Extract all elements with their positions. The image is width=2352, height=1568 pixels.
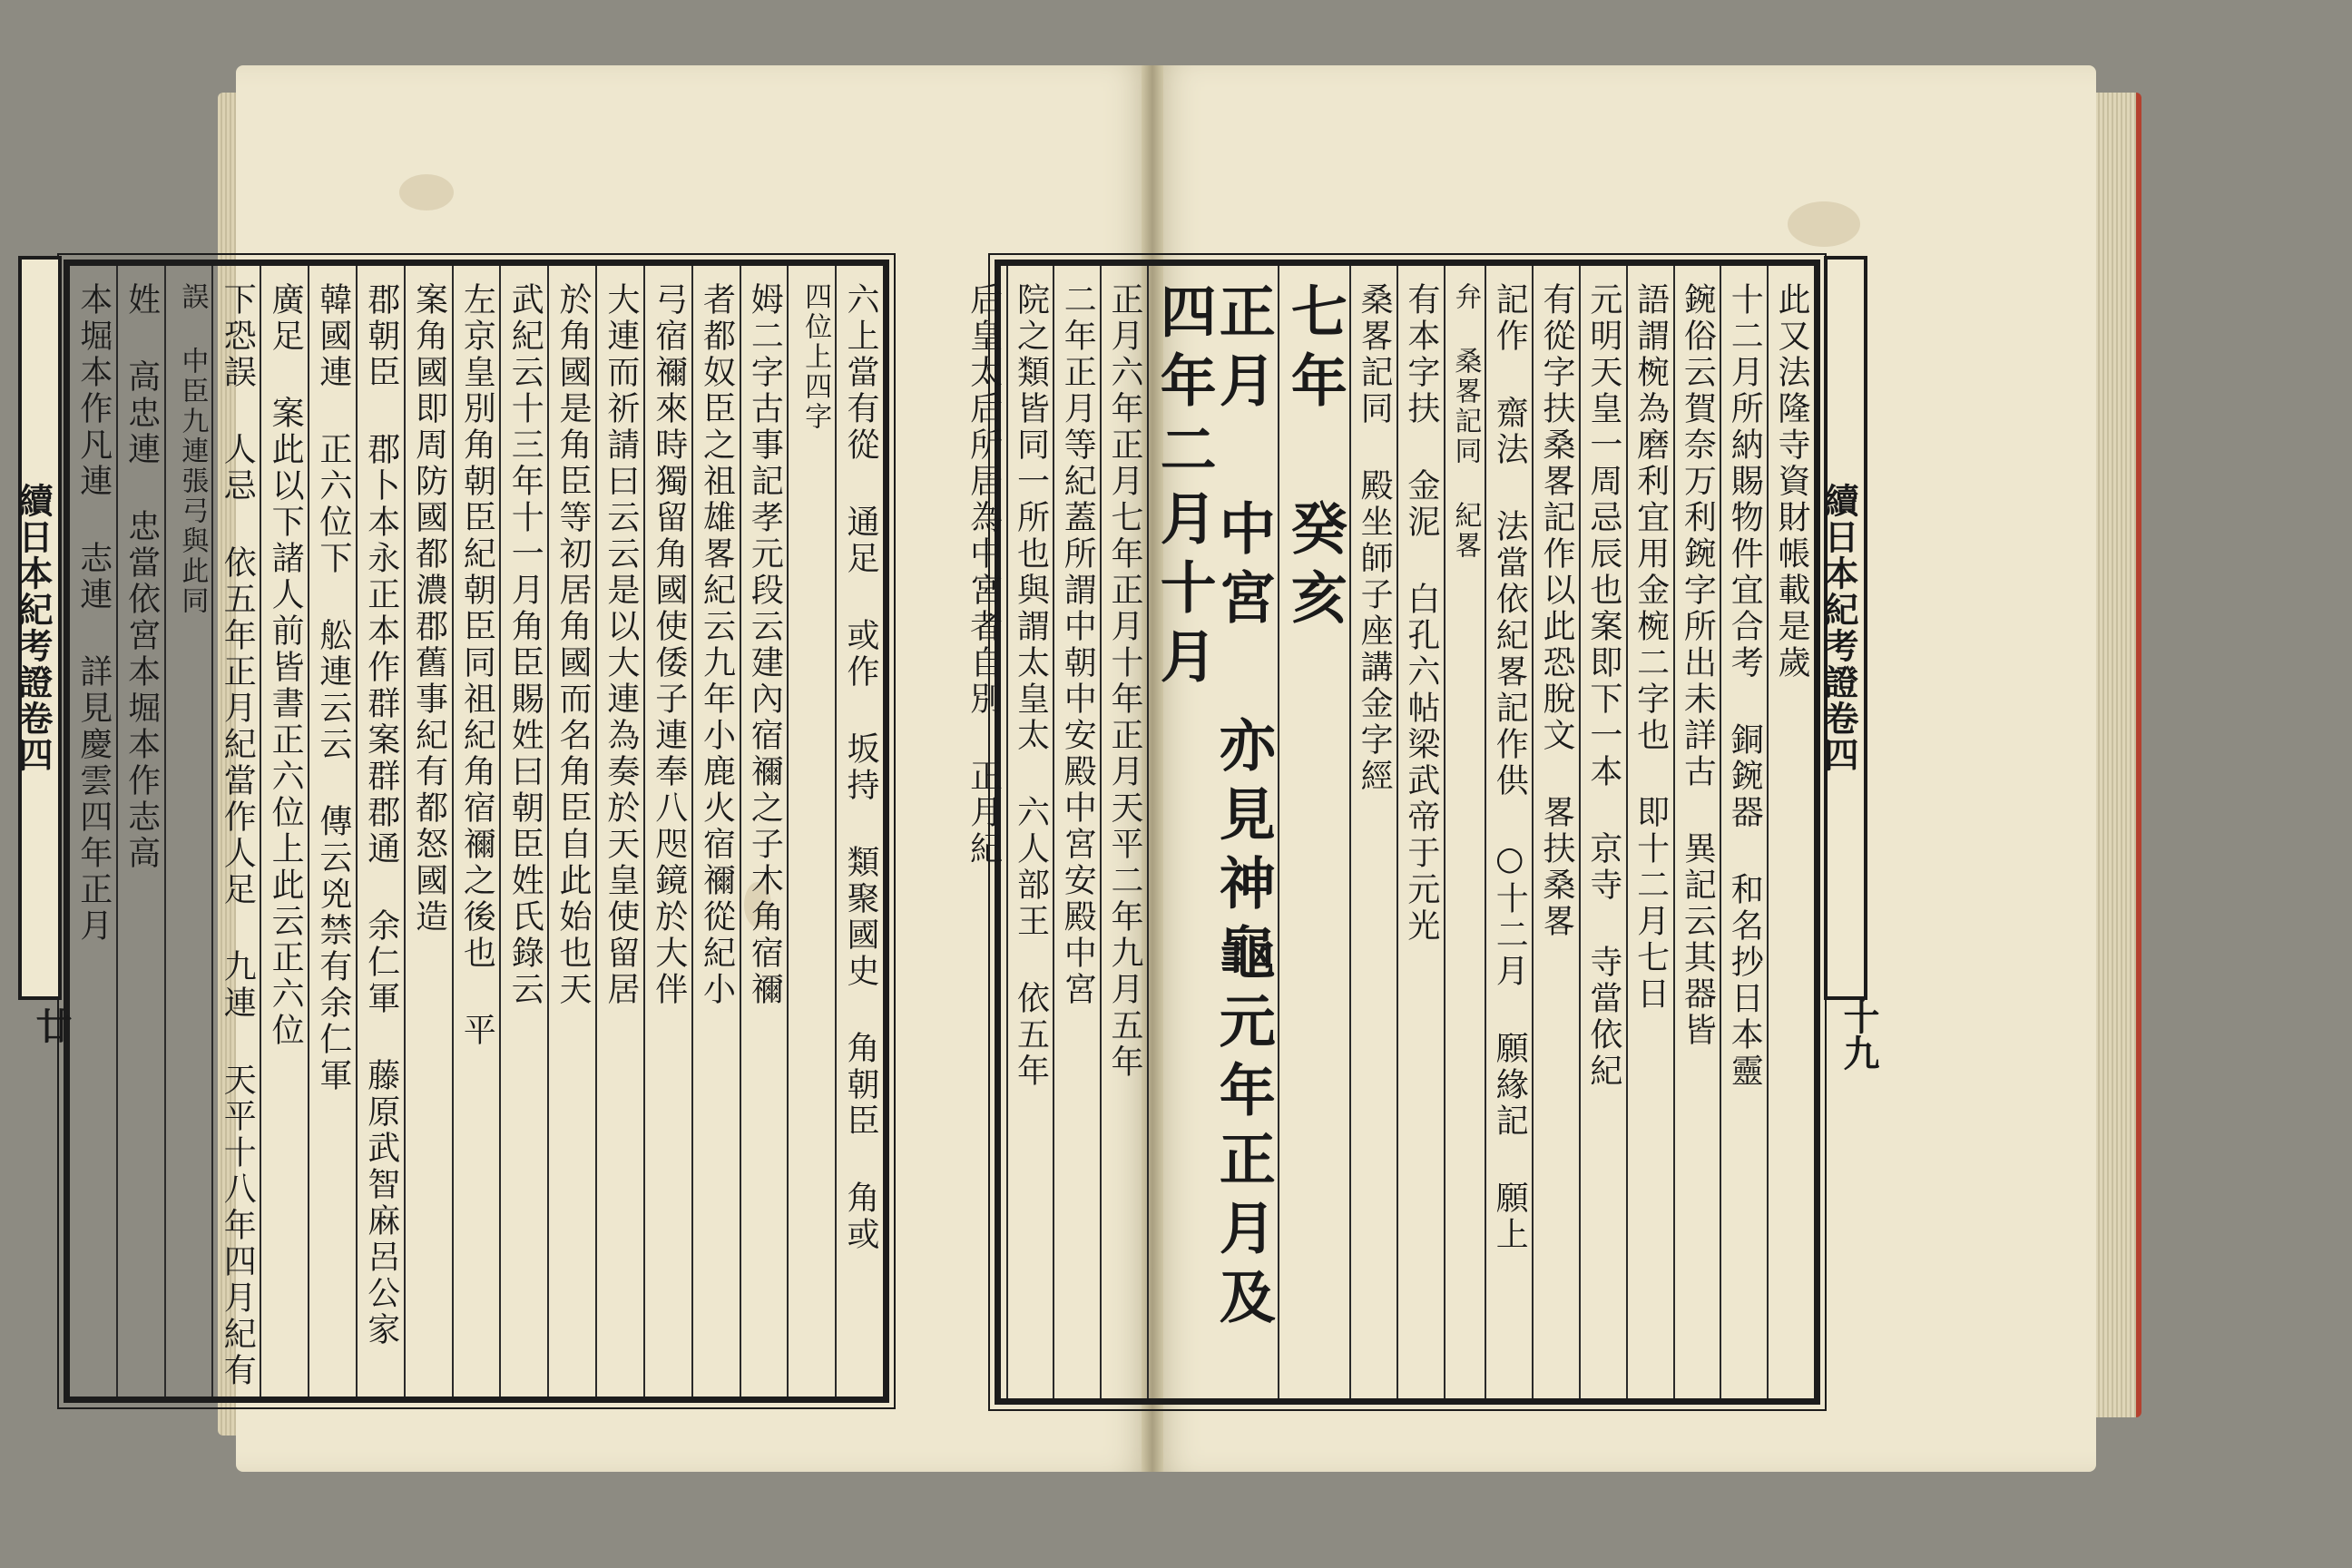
paper-stain <box>1788 201 1860 247</box>
text-column: 后皇太后所居為中宮者自別 正月紀 <box>965 282 1003 867</box>
text-column: 本堀本作凡連 志連 詳見慶雲四年正月 <box>74 282 113 945</box>
text-column: 弁 桑畧記同 紀畧 <box>1444 266 1485 1398</box>
left-text-block <box>64 260 889 1403</box>
text-column: 語謂椀為磨利宜用金椀二字也 即十二月七日 <box>1626 266 1673 1398</box>
text-column: 於角國是角臣等初居角國而名角臣自此始也天 <box>547 266 595 1396</box>
text-column: 院之類皆同一所也與謂太皇太 六人部王 依五年 <box>1006 266 1054 1398</box>
text-column: 二年正月等紀蓋所謂中朝中安殿中宮安殿中宮 <box>1053 266 1100 1398</box>
text-column: 七年 癸亥 <box>1278 266 1349 1398</box>
text-column: 誤 中臣九連張弓與此同 <box>164 266 212 1396</box>
text-column: 者都奴臣之祖雄畧紀云九年小鹿火宿禰從紀小 <box>691 266 740 1396</box>
text-column: 韓國連 正六位下 舩連云云 傳云兇禁有余仁軍 <box>308 266 356 1396</box>
text-column: 記作 齋法 法當依紀畧記作供 ○十二月 願緣記 願上 <box>1485 266 1532 1398</box>
text-column: 鋺俗云賀奈万利鋺字所出未詳古 異記云其器皆 <box>1673 266 1720 1398</box>
text-column: 此又法隆寺資財帳載是歲 <box>1767 266 1814 1398</box>
text-column: 四位上四字 <box>787 266 835 1396</box>
text-column: 廣足 案此以下諸人前皆書正六位上此云正六位 <box>260 266 308 1396</box>
text-column: 姆二字古事記孝元段云建內宿禰之子木角宿禰 <box>740 266 788 1396</box>
text-column: 郡朝臣 郡卜本永正本作群案群郡通 余仁軍 藤原武智麻呂公家 <box>356 266 404 1396</box>
text-column: 桑畧記同 殿坐師子座講金字經 <box>1349 266 1396 1398</box>
text-column: 弓宿禰來時獨留角國使倭子連奉八咫鏡於大伴 <box>643 266 691 1396</box>
text-column: 下恐誤 人忌 依五年正月紀當作人足 九連 天平十八年四月紀有 <box>211 266 260 1396</box>
text-column: 有本字扶 金泥 白孔六帖梁武帝于元光 <box>1396 266 1444 1398</box>
text-column: 案角國即周防國都濃郡舊事紀有都怒國造 <box>404 266 452 1396</box>
text-column: 武紀云十三年十一月角臣賜姓曰朝臣姓氏錄云 <box>499 266 547 1396</box>
text-column: 元明天皇一周忌辰也案即下一本 京寺 寺當依紀 <box>1579 266 1626 1398</box>
spine-label-right: 續日本紀考證卷四 <box>1824 256 1867 1000</box>
text-column: 有從字扶桑畧記作以此恐脫文 畧扶桑畧 <box>1532 266 1579 1398</box>
text-column: 六上當有從 通足 或作 坂持 類聚國史 角朝臣 角或 <box>835 266 883 1396</box>
paper-stain <box>399 174 454 211</box>
text-column: 十二月所納賜物件宜合考 銅鋺器 和名抄日本靈 <box>1720 266 1767 1398</box>
text-column: 姓 高忠連 忠當依宮本堀本作志高 <box>116 266 164 1396</box>
text-column: 正月六年正月七年正月十年正月天平二年九月五年 <box>1100 266 1147 1398</box>
text-column: 左京皇別角朝臣紀朝臣同祖紀角宿禰之後也 平 <box>452 266 500 1396</box>
folio-right: 十九 <box>1838 998 1880 1071</box>
text-column: 正月 中宮 亦見神龜元年正月及四年二月十月 <box>1147 266 1278 1398</box>
spine-label-left: 續日本紀考證卷四 <box>18 256 62 1000</box>
folio-left: 廿 <box>30 1007 73 1044</box>
text-column: 大連而祈請曰云云是以大連為奏於天皇使留居 <box>595 266 643 1396</box>
right-text-block <box>965 260 1820 1405</box>
